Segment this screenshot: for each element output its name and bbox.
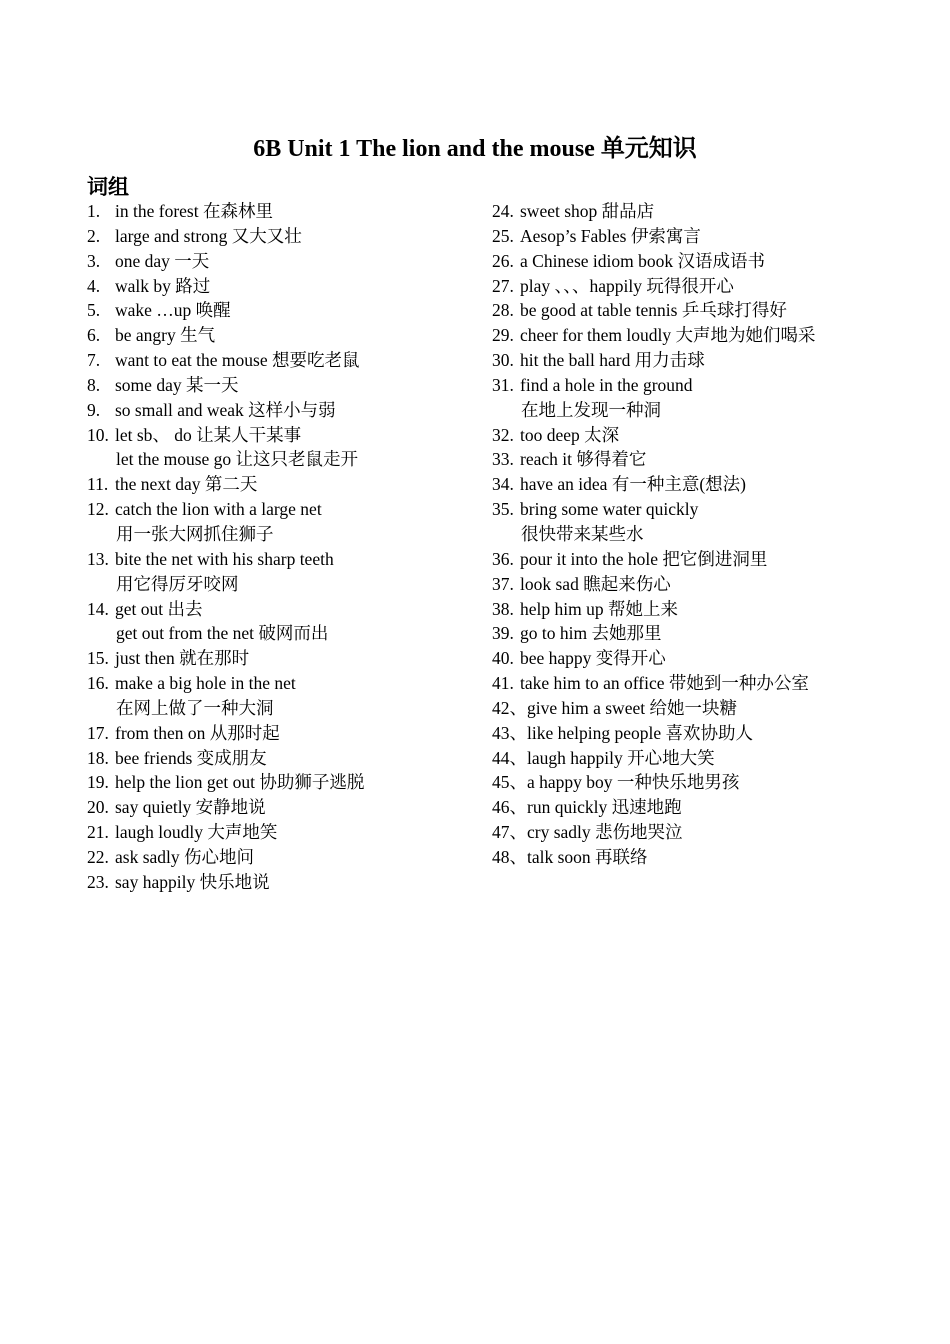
phrase-item xyxy=(492,572,932,597)
phrase-number: 25. xyxy=(492,225,514,246)
phrase-text: laugh happily 开心地大笑 xyxy=(527,747,715,768)
phrase-text: like helping people 喜欢协助人 xyxy=(527,722,754,743)
phrase-number: 21. xyxy=(87,822,109,843)
phrase-text: let sb、 do 让某人干某事 xyxy=(115,424,302,445)
phrase-item xyxy=(87,770,477,795)
phrase-item xyxy=(87,746,477,771)
phrase-item xyxy=(492,671,932,696)
phrase-list-right xyxy=(492,199,932,870)
phrase-text: wake …up 唤醒 xyxy=(115,300,231,321)
phrase-number: 38. xyxy=(492,598,514,619)
phrase-text: play 、、、happily 玩得很开心 xyxy=(520,275,734,296)
phrase-number: 44、 xyxy=(492,747,527,768)
phrase-number: 7. xyxy=(87,350,101,371)
phrase-text: get out 出去 xyxy=(115,598,203,619)
phrase-item xyxy=(87,373,477,398)
phrase-text: Aesop’s Fables 伊索寓言 xyxy=(520,225,701,246)
phrase-text: bee happy 变得开心 xyxy=(520,648,666,669)
phrase-number: 9. xyxy=(87,399,101,420)
phrase-item-continuation xyxy=(87,522,477,547)
phrase-number: 2. xyxy=(87,225,101,246)
phrase-text: make a big hole in the net xyxy=(115,673,296,694)
phrase-text: say happily 快乐地说 xyxy=(115,871,270,892)
phrase-item xyxy=(87,274,477,299)
phrase-item xyxy=(492,274,932,299)
phrase-text: bee friends 变成朋友 xyxy=(115,747,267,768)
phrase-item xyxy=(492,646,932,671)
phrase-number: 40. xyxy=(492,648,514,669)
phrase-item-continuation xyxy=(492,522,932,547)
phrase-text: let the mouse go 让这只老鼠走开 xyxy=(116,449,359,470)
phrase-text: sweet shop 甜品店 xyxy=(520,201,655,221)
phrase-number: 28. xyxy=(492,300,514,321)
phrase-item xyxy=(492,224,932,249)
phrase-text: too deep 太深 xyxy=(520,424,620,445)
phrase-text: say quietly 安静地说 xyxy=(115,797,266,818)
phrase-text: find a hole in the ground xyxy=(520,374,693,395)
phrase-text: talk soon 再联络 xyxy=(527,846,648,867)
phrase-text: be good at table tennis 乒乓球打得好 xyxy=(520,300,787,321)
phrase-text: give him a sweet 给她一块糖 xyxy=(527,697,737,718)
phrase-item xyxy=(492,447,932,472)
phrase-number: 35. xyxy=(492,499,514,520)
phrase-item-continuation xyxy=(492,398,932,423)
phrase-text: a Chinese idiom book 汉语成语书 xyxy=(520,250,765,271)
phrase-text: get out from the net 破网而出 xyxy=(116,623,329,644)
phrase-number: 11. xyxy=(87,474,109,495)
phrase-item-continuation xyxy=(87,447,477,472)
phrase-text: be angry 生气 xyxy=(115,325,216,346)
phrase-item-continuation xyxy=(87,696,477,721)
phrase-text: 用一张大网抓住狮子 xyxy=(116,523,274,544)
phrase-item xyxy=(87,820,477,845)
phrase-item xyxy=(492,820,932,845)
phrase-item xyxy=(87,199,477,224)
phrase-item-continuation xyxy=(87,572,477,597)
phrase-number: 27. xyxy=(492,275,514,296)
phrase-text: the next day 第二天 xyxy=(115,474,258,495)
phrase-number: 29. xyxy=(492,325,514,346)
phrase-text: from then on 从那时起 xyxy=(115,722,280,743)
phrase-text: some day 某一天 xyxy=(115,374,239,395)
phrase-item xyxy=(492,696,932,721)
phrase-text: take him to an office 带她到一种办公室 xyxy=(520,673,809,694)
phrase-number: 24. xyxy=(492,201,514,221)
phrase-item xyxy=(87,671,477,696)
phrase-number: 41. xyxy=(492,673,514,694)
phrase-number: 30. xyxy=(492,350,514,371)
phrase-number: 4. xyxy=(87,275,101,296)
phrase-item xyxy=(87,721,477,746)
phrase-item xyxy=(87,646,477,671)
phrase-text: run quickly 迅速地跑 xyxy=(527,797,682,818)
phrase-number: 23. xyxy=(87,871,109,892)
phrase-text: 用它得厉牙咬网 xyxy=(116,573,239,594)
phrase-item xyxy=(87,472,477,497)
phrase-item xyxy=(492,373,932,398)
phrase-text: look sad 瞧起来伤心 xyxy=(520,573,671,594)
phrase-item xyxy=(87,398,477,423)
phrase-number: 16. xyxy=(87,673,109,694)
phrase-number: 12. xyxy=(87,499,109,520)
phrase-text: help the lion get out 协助狮子逃脱 xyxy=(115,772,365,793)
phrase-item xyxy=(492,497,932,522)
phrase-text: in the forest 在森林里 xyxy=(115,201,273,221)
phrase-item xyxy=(492,621,932,646)
phrase-number: 17. xyxy=(87,722,109,743)
phrase-item-continuation xyxy=(87,621,477,646)
phrase-item xyxy=(492,597,932,622)
phrase-item xyxy=(492,423,932,448)
phrase-number: 26. xyxy=(492,250,514,271)
phrase-item xyxy=(492,472,932,497)
phrase-item xyxy=(87,547,477,572)
phrase-item xyxy=(492,721,932,746)
phrase-number: 39. xyxy=(492,623,514,644)
phrase-number: 6. xyxy=(87,325,101,346)
phrase-text: reach it 够得着它 xyxy=(520,449,647,470)
phrase-text: have an idea 有一种主意(想法) xyxy=(520,474,746,495)
phrase-text: one day 一天 xyxy=(115,250,210,271)
phrase-number: 3. xyxy=(87,250,101,271)
phrase-number: 5. xyxy=(87,300,101,321)
phrase-text: go to him 去她那里 xyxy=(520,623,662,644)
phrase-number: 36. xyxy=(492,548,514,569)
phrase-item xyxy=(87,298,477,323)
phrase-item xyxy=(87,597,477,622)
phrase-item xyxy=(492,348,932,373)
phrase-text: bring some water quickly xyxy=(520,499,699,520)
phrase-item xyxy=(87,348,477,373)
phrase-number: 1. xyxy=(87,201,101,221)
phrase-text: 很快带来某些水 xyxy=(521,523,644,544)
phrase-text: cry sadly 悲伤地哭泣 xyxy=(527,822,683,843)
phrase-number: 8. xyxy=(87,374,101,395)
phrase-item xyxy=(492,746,932,771)
phrase-number: 32. xyxy=(492,424,514,445)
phrase-text: cheer for them loudly 大声地为她们喝采 xyxy=(520,325,816,346)
phrase-text: catch the lion with a large net xyxy=(115,499,322,520)
phrase-text: 在地上发现一种洞 xyxy=(521,399,661,420)
phrase-list-left xyxy=(87,199,477,895)
phrase-item xyxy=(87,249,477,274)
phrase-text: a happy boy 一种快乐地男孩 xyxy=(527,772,740,793)
phrase-number: 31. xyxy=(492,374,514,395)
phrase-item xyxy=(87,323,477,348)
phrase-item xyxy=(492,845,932,870)
phrase-text: hit the ball hard 用力击球 xyxy=(520,350,705,371)
phrase-number: 22. xyxy=(87,846,109,867)
phrase-item xyxy=(492,249,932,274)
phrase-number: 14. xyxy=(87,598,109,619)
phrase-number: 13. xyxy=(87,548,109,569)
phrase-number: 34. xyxy=(492,474,514,495)
phrase-text: large and strong 又大又壮 xyxy=(115,225,302,246)
phrase-text: bite the net with his sharp teeth xyxy=(115,548,334,569)
phrase-item xyxy=(87,795,477,820)
section-heading: 词组 xyxy=(87,175,129,199)
phrase-text: pour it into the hole 把它倒进洞里 xyxy=(520,548,768,569)
phrase-item xyxy=(492,323,932,348)
phrase-number: 47、 xyxy=(492,822,527,843)
phrase-item xyxy=(87,423,477,448)
phrase-item xyxy=(492,770,932,795)
phrase-number: 37. xyxy=(492,573,514,594)
phrase-text: walk by 路过 xyxy=(115,275,211,296)
phrase-text: ask sadly 伤心地问 xyxy=(115,846,255,867)
phrase-number: 19. xyxy=(87,772,109,793)
phrase-number: 45、 xyxy=(492,772,527,793)
phrase-item xyxy=(492,199,932,224)
phrase-number: 18. xyxy=(87,747,109,768)
page-title: 6B Unit 1 The lion and the mouse 单元知识 xyxy=(253,136,697,162)
phrase-item xyxy=(87,870,477,895)
phrase-number: 42、 xyxy=(492,697,527,718)
phrase-text: help him up 帮她上来 xyxy=(520,598,678,619)
phrase-item xyxy=(87,224,477,249)
phrase-item xyxy=(492,547,932,572)
phrase-item xyxy=(87,845,477,870)
phrase-number: 46、 xyxy=(492,797,527,818)
phrase-item xyxy=(492,795,932,820)
phrase-number: 43、 xyxy=(492,722,527,743)
phrase-text: 在网上做了一种大洞 xyxy=(116,697,274,718)
phrase-number: 20. xyxy=(87,797,109,818)
phrase-number: 48、 xyxy=(492,846,527,867)
phrase-item xyxy=(87,497,477,522)
phrase-text: want to eat the mouse 想要吃老鼠 xyxy=(115,350,360,371)
phrase-text: so small and weak 这样小与弱 xyxy=(115,399,336,420)
phrase-text: laugh loudly 大声地笑 xyxy=(115,822,278,843)
phrase-number: 33. xyxy=(492,449,514,470)
phrase-text: just then 就在那时 xyxy=(115,648,250,669)
phrase-item xyxy=(492,298,932,323)
phrase-number: 15. xyxy=(87,648,109,669)
phrase-number: 10. xyxy=(87,424,109,445)
